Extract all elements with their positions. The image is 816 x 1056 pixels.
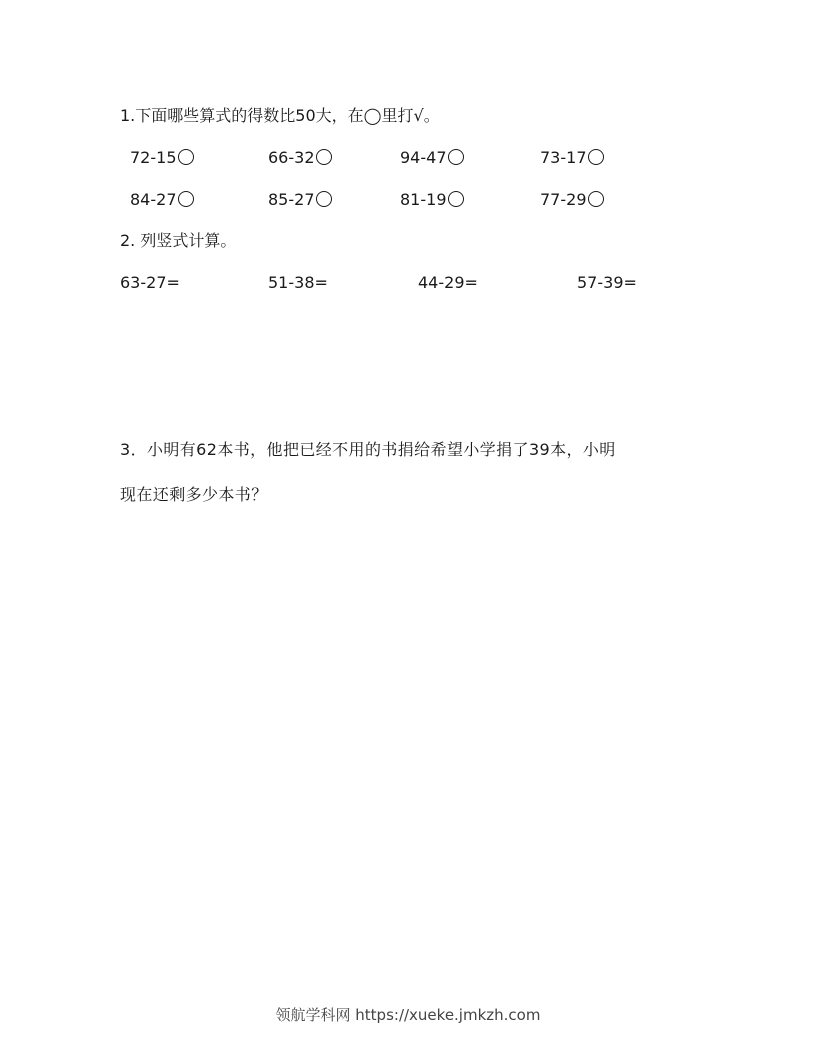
answer-circle[interactable]: [178, 149, 194, 165]
q1-expression: [130, 148, 194, 168]
q1-expression: [130, 190, 194, 210]
answer-circle[interactable]: [178, 191, 194, 207]
q1-expression: [540, 148, 604, 168]
q1-expression: [400, 148, 464, 168]
question-2-prompt: 2. 列竖式计算。: [120, 231, 237, 250]
question-1-prompt: 1.下面哪些算式的得数比50大，在◯里打√。: [120, 106, 440, 125]
question-3-line-2: 现在还剩多少本书？: [120, 485, 268, 504]
q2-expression: 63-27=: [120, 273, 180, 292]
q2-expression: 51-38=: [268, 273, 328, 292]
expression-text: 66-32: [268, 148, 315, 167]
question-3-line-1: 3．小明有62本书，他把已经不用的书捐给希望小学捐了39本，小明: [120, 440, 616, 459]
q1-expression: [400, 190, 464, 210]
q1-expression: [540, 190, 604, 210]
answer-circle[interactable]: [588, 149, 604, 165]
q2-expression: 44-29=: [418, 273, 478, 292]
answer-circle[interactable]: [448, 149, 464, 165]
answer-circle[interactable]: [316, 191, 332, 207]
q2-expression: 57-39=: [577, 273, 637, 292]
expression-text: 94-47: [400, 148, 447, 167]
expression-text: 85-27: [268, 190, 315, 209]
expression-text: 84-27: [130, 190, 177, 209]
expression-text: 73-17: [540, 148, 587, 167]
answer-circle[interactable]: [448, 191, 464, 207]
expression-text: 72-15: [130, 148, 177, 167]
expression-text: 77-29: [540, 190, 587, 209]
answer-circle[interactable]: [588, 191, 604, 207]
answer-circle[interactable]: [316, 149, 332, 165]
expression-text: 81-19: [400, 190, 447, 209]
q1-expression: [268, 148, 332, 168]
q1-expression: [268, 190, 332, 210]
footer-watermark: 领航学科网 https://xueke.jmkzh.com: [275, 1006, 541, 1024]
